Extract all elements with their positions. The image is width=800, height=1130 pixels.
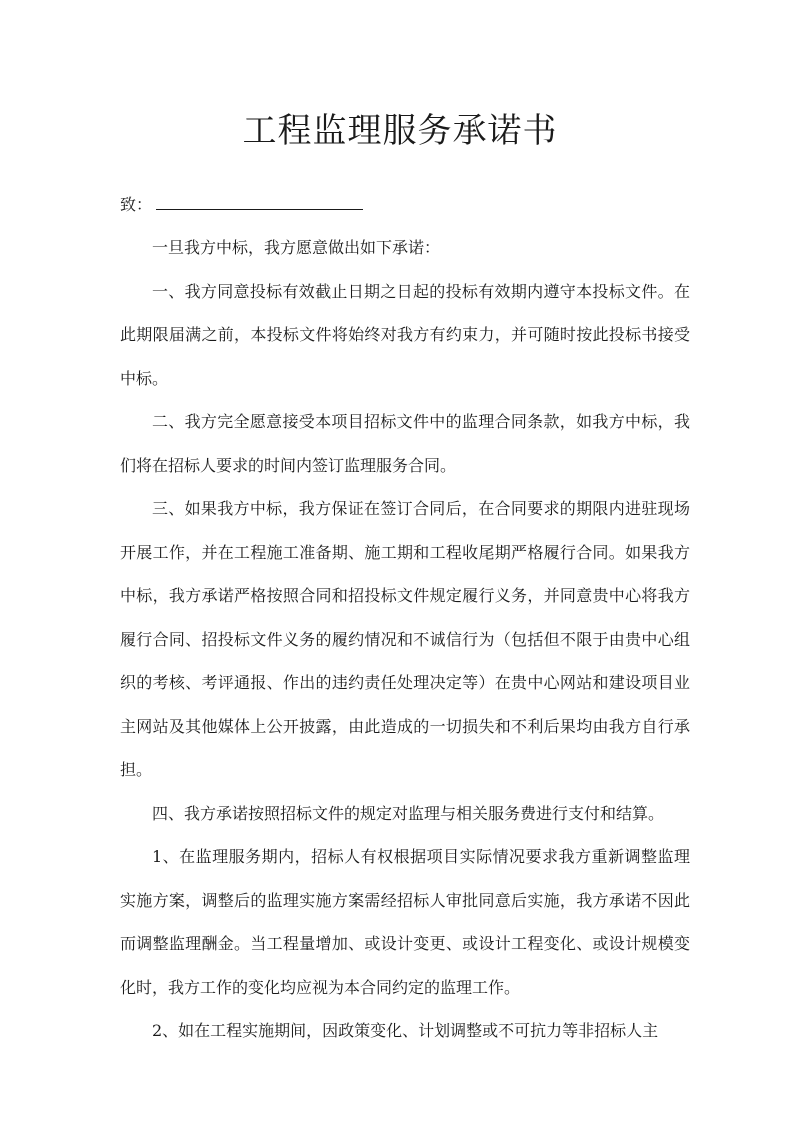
paragraph-4-2: 2、如在工程实施期间，因政策变化、计划调整或不可抗力等非招标人主 — [152, 1021, 659, 1040]
addressee-label: 致： — [120, 195, 153, 214]
paragraph-1: 一、我方同意投标有效截止日期之日起的投标有效期内遵守本投标文件。在此期限届满之前，本投标文件将始终对我方有约束力，并可随时按此投标书接受中标。 — [120, 281, 690, 388]
paragraph-2: 二、我方完全愿意接受本项目招标文件中的监理合同条款，如我方中标，我们将在招标人要求的时间内签订监理服务合同。 — [120, 412, 690, 475]
paragraph-4-1: 1、在监理服务期内，招标人有权根据项目实际情况要求我方重新调整监理实施方案，调整后的监理实施方案需经招标人审批同意后实施，我方承诺不因此而调整监理酬金。当工程量增加、或设计变更、或设计工程变化、或设计规模变化时，我方工作的变化均应视为本合同约定的监理工作。 — [120, 847, 690, 997]
paragraph-intro: 一旦我方中标，我方愿意做出如下承诺： — [152, 238, 441, 257]
paragraph-4: 四、我方承诺按照招标文件的规定对监理与相关服务费进行支付和结算。 — [152, 803, 665, 823]
addressee-blank — [156, 193, 363, 210]
document-body — [120, 226, 690, 1053]
paragraph-3: 三、如果我方中标，我方保证在签订合同后，在合同要求的期限内进驻现场开展工作，并在工程施工准备期、施工期和工程收尾期严格履行合同。如果我方中标，我方承诺严格按照合同和招投标文件规定履行义务，并同意贵中心将我方履行合同、招投标文件义务的履约情况和不诚信行为（包括但不限于由贵中心组织的考核、考评通报、作出的违约责任处理决定等）在贵中心网站和建设项目业主网站及其他媒体上公开披露，由此造成的一切损失和不利后果均由我方自行承担。 — [120, 499, 690, 779]
document-title: 工程监理服务承诺书 — [242, 111, 558, 151]
addressee-line — [120, 193, 363, 217]
